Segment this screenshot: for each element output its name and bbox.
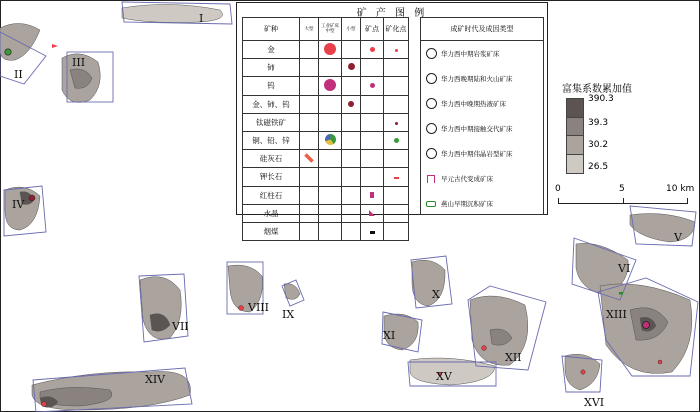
district-label: XIII <box>606 308 627 321</box>
mineral-name: 钾长石 <box>243 168 300 186</box>
age-header: 成矿时代及成因类型 <box>421 18 543 41</box>
district-label: III <box>72 56 86 69</box>
age-row: 华力西中期岩浆矿床 <box>421 41 543 66</box>
scalebar-label: 0 <box>555 184 561 194</box>
mineral-name: 水晶 <box>243 204 300 222</box>
scalebar <box>558 198 688 204</box>
district-label: IV <box>12 198 25 211</box>
colorbar-tick: 39.3 <box>588 118 609 128</box>
district-label: V <box>674 231 682 244</box>
district-label: X <box>432 288 440 301</box>
mineral-name: 硅灰石 <box>243 150 300 168</box>
district-label: XVI <box>584 396 605 409</box>
colorbar-tick: 390.3 <box>588 94 614 104</box>
col-medium: 工业矿床 中型 <box>319 18 342 41</box>
district-label: VIII <box>248 301 269 314</box>
age-row: 华力西中期接触交代矿床 <box>421 116 543 141</box>
colorbar-title: 富集系数累加值 <box>562 84 632 95</box>
mineral-name: 铜、铅、锌 <box>243 131 300 149</box>
district-label: XV <box>436 370 452 383</box>
mineral-name: 金、铈、钨 <box>243 95 300 113</box>
col-mineralization: 矿化点 <box>384 18 409 41</box>
scalebar-label: 10 km <box>666 184 695 194</box>
mineral-name: 金 <box>243 41 300 59</box>
legend-title: 矿 产 图 例 <box>356 8 428 19</box>
colorbar-tick: 30.2 <box>588 140 609 150</box>
mineral-table <box>242 17 409 241</box>
mineral-name: 钛磁铁矿 <box>243 113 300 131</box>
district-label: VI <box>618 262 631 275</box>
district-label: VII <box>172 320 189 333</box>
age-row: 华力西中晚期热液矿床 <box>421 91 543 116</box>
legend <box>236 2 548 236</box>
mineral-name: 红柱石 <box>243 186 300 204</box>
mineral-name: 烟煤 <box>243 222 300 240</box>
age-legend <box>420 17 544 215</box>
age-row: 华力西中期伟晶岩型矿床 <box>421 141 543 166</box>
colorbar-and-scale <box>556 80 696 210</box>
district-label: XII <box>505 351 522 364</box>
colorbar-tick: 26.5 <box>588 162 609 172</box>
col-small: 小型 <box>342 18 361 41</box>
age-row: 早元古代变成矿床 <box>421 166 543 191</box>
col-mineral: 矿种 <box>243 18 300 41</box>
colorbar <box>566 98 584 174</box>
district-label: I <box>199 12 204 25</box>
col-large: 大型 <box>300 18 319 41</box>
district-label: IX <box>282 308 295 321</box>
mineral-name: 钨 <box>243 77 300 95</box>
age-row: 燕山早期沉积矿床 <box>421 191 543 216</box>
scalebar-label: 5 <box>619 184 625 194</box>
age-row: 华力西晚期陆和火山矿床 <box>421 66 543 91</box>
district-label: II <box>14 68 23 81</box>
district-label: XI <box>383 329 396 342</box>
district-label: XIV <box>145 373 166 386</box>
mineral-name: 铈 <box>243 59 300 77</box>
col-ore-spot: 矿点 <box>361 18 384 41</box>
